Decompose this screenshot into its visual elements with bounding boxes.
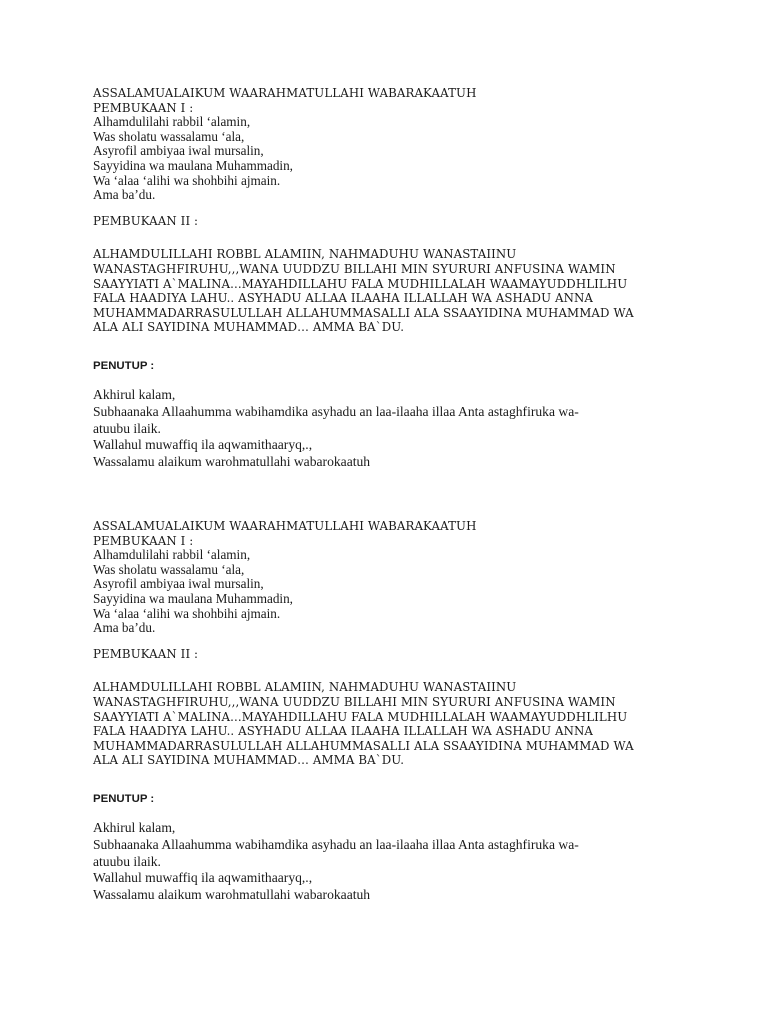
opening-1-line: Wa ‘alaa ‘alihi wa shohbihi ajmain. bbox=[93, 605, 281, 621]
opening-2-heading: PEMBUKAAN II : bbox=[93, 646, 199, 661]
opening-2-line: ALHAMDULILLAHI ROBBL ALAMIIN, NAHMADUHU WANASTAIINU bbox=[93, 680, 517, 695]
opening-2-heading: PEMBUKAAN II : bbox=[93, 213, 199, 228]
opening-1-line: Asyrofil ambiyaa iwal mursalin, bbox=[93, 576, 264, 592]
opening-1-line: Ama ba’du. bbox=[93, 620, 156, 636]
closing-heading: PENUTUP : bbox=[93, 792, 155, 805]
closing-line: Akhirul kalam, bbox=[93, 386, 176, 402]
opening-1-heading: PEMBUKAAN I : bbox=[93, 533, 194, 548]
speech-section-2 bbox=[93, 519, 693, 904]
opening-1-line: Asyrofil ambiyaa iwal mursalin, bbox=[93, 143, 264, 159]
closing-line: Wassalamu alaikum warohmatullahi wabarokaatuh bbox=[93, 887, 371, 903]
opening-1-line: Ama ba’du. bbox=[93, 187, 156, 203]
opening-2-line: FALA HAADIYA LAHU.. ASYHADU ALLAA ILAAHA ILLALLAH WA ASHADU ANNA bbox=[93, 724, 594, 739]
opening-1-line: Sayyidina wa maulana Muhammadin, bbox=[93, 590, 293, 606]
closing-line: Subhaanaka Allaahumma wabihamdika asyhadu an laa-ilaaha illaa Anta astaghfiruka wa- bbox=[93, 403, 579, 419]
opening-2-line: WANASTAGHFIRUHU,,,WANA UUDDZU BILLAHI MIN SYURURI ANFUSINA WAMIN bbox=[93, 261, 616, 276]
opening-2-line: ALA ALI SAYIDINA MUHAMMAD… AMMA BA`DU. bbox=[93, 753, 405, 768]
closing-line: Subhaanaka Allaahumma wabihamdika asyhadu an laa-ilaaha illaa Anta astaghfiruka wa- bbox=[93, 836, 579, 852]
opening-2-line: SAAYYIATI A`MALINA...MAYAHDILLAHU FALA MUDHILLALAH WAAMAYUDDHLILHU bbox=[93, 276, 628, 291]
closing-line: Wassalamu alaikum warohmatullahi wabarokaatuh bbox=[93, 454, 371, 470]
opening-1-line: Alhamdulilahi rabbil ‘alamin, bbox=[93, 547, 251, 563]
opening-2-line: MUHAMMADARRASULULLAH ALLAHUMMASALLI ALA SSAAYIDINA MUHAMMAD WA bbox=[93, 738, 634, 753]
opening-1-line: Alhamdulilahi rabbil ‘alamin, bbox=[93, 114, 251, 130]
closing-line: Wallahul muwaffiq ila aqwamithaaryq,., bbox=[93, 870, 313, 886]
opening-1-heading: PEMBUKAAN I : bbox=[93, 100, 194, 115]
opening-1-line: Wa ‘alaa ‘alihi wa shohbihi ajmain. bbox=[93, 172, 281, 188]
opening-2-line: ALHAMDULILLAHI ROBBL ALAMIIN, NAHMADUHU WANASTAIINU bbox=[93, 247, 517, 262]
opening-2-line: FALA HAADIYA LAHU.. ASYHADU ALLAA ILAAHA ILLALLAH WA ASHADU ANNA bbox=[93, 291, 594, 306]
opening-1-line: Was sholatu wassalamu ‘ala, bbox=[93, 128, 245, 144]
greeting: ASSALAMUALAIKUM WAARAHMATULLAHI WABARAKAATUH bbox=[93, 519, 477, 533]
speech-section-1 bbox=[93, 86, 693, 471]
closing-line: Akhirul kalam, bbox=[93, 819, 176, 835]
greeting: ASSALAMUALAIKUM WAARAHMATULLAHI WABARAKAATUH bbox=[93, 86, 477, 100]
closing-line: Wallahul muwaffiq ila aqwamithaaryq,., bbox=[93, 437, 313, 453]
closing-heading: PENUTUP : bbox=[93, 359, 155, 372]
opening-2-line: SAAYYIATI A`MALINA...MAYAHDILLAHU FALA MUDHILLALAH WAAMAYUDDHLILHU bbox=[93, 709, 628, 724]
opening-1-line: Sayyidina wa maulana Muhammadin, bbox=[93, 157, 293, 173]
opening-2-line: WANASTAGHFIRUHU,,,WANA UUDDZU BILLAHI MIN SYURURI ANFUSINA WAMIN bbox=[93, 694, 616, 709]
opening-1-line: Was sholatu wassalamu ‘ala, bbox=[93, 561, 245, 577]
opening-2-line: ALA ALI SAYIDINA MUHAMMAD… AMMA BA`DU. bbox=[93, 320, 405, 335]
closing-line: atuubu ilaik. bbox=[93, 420, 161, 436]
opening-2-line: MUHAMMADARRASULULLAH ALLAHUMMASALLI ALA SSAAYIDINA MUHAMMAD WA bbox=[93, 305, 634, 320]
closing-line: atuubu ilaik. bbox=[93, 853, 161, 869]
